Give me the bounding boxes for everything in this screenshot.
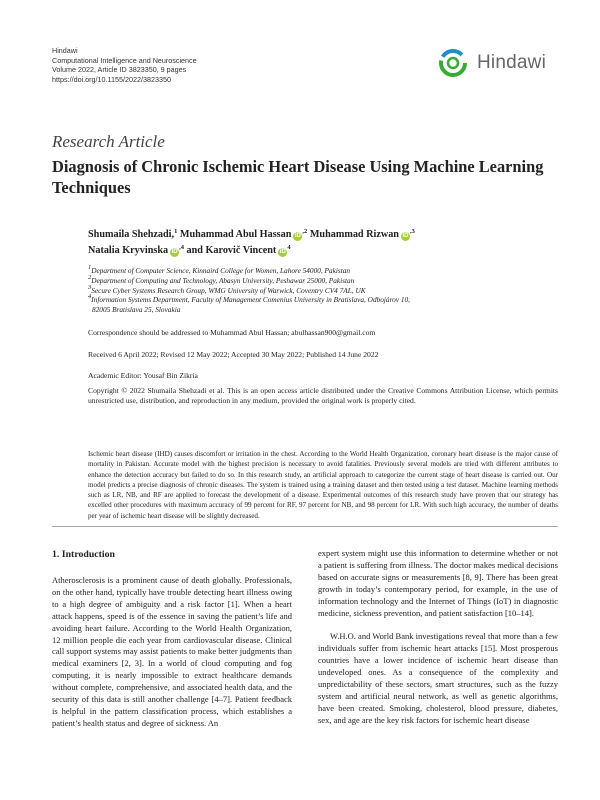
academic-editor: Academic Editor: Yousaf Bin Zikria	[88, 371, 198, 380]
orcid-icon[interactable]: iD	[171, 249, 178, 255]
paper-title: Diagnosis of Chronic Ischemic Heart Disease Using Machine Learning Techniques	[52, 157, 544, 197]
affiliations	[88, 266, 558, 315]
affiliation: $^3$Secure Cyber Systems Research Group, WMG University of Warwick, Coventry CV4 7AL, UK	[88, 283, 366, 295]
left-column	[52, 575, 292, 730]
article-dates: Received 6 April 2022; Revised 12 May 2022; Accepted 30 May 2022; Published 14 June 2022	[88, 350, 379, 359]
author: Muhammad Abul Hassan $iD^{,2}$	[179, 228, 308, 240]
article-type: Research Article	[52, 132, 165, 151]
orcid-icon[interactable]: iD	[402, 233, 409, 239]
author: Natalia Kryvinska $iD^{,4}$	[88, 244, 184, 256]
paragraph: W.H.O. and World Bank investigations reveal that more than a few individuals suffer from ischemic heart attacks [15]. Most prosperous countries have a lower incidence of ischemic heart disease than undeveloped ones. As a consequence of the complexity and unpredictability of these sectors, smart structures, such as the fuzzy system and artificial neural network, as well as genetic algorithms, have been created. Smoking, cholesterol, blood pressure, diabetes, sex, and age are the key risk factors for ischemic heart disease	[318, 631, 558, 725]
section-divider	[52, 526, 558, 527]
author-list	[88, 227, 558, 259]
publisher-name: Hindawi	[52, 46, 78, 55]
author: Muhammad Rizwan $iD^{,3}$	[309, 228, 415, 240]
affiliation: $^1$Department of Computer Science, Kinnaird College for Women, Lahore 54000, Pakistan	[88, 264, 351, 275]
paragraph: expert system might use this information to determine whether or not a patient is suffering from illness. The doctor makes medical decisions based on accurate signs or measurements [8, 9]. There has been great growth in today’s contemporary period, for example, in the use of information technology and the Internet of Things (IoT) in diagnostic medicine, sickness prevention, and patient satisfaction [10–14].	[318, 548, 558, 618]
affiliation: $^4$Information Systems Department, Faculty of Management Comenius University in Bratislava, Odbojárov 10,	[88, 293, 410, 305]
volume-info: Volume 2022, Article ID 3823350, 9 pages	[52, 65, 187, 75]
affiliation-continued: 82005 Bratislava 25, Slovakia	[92, 305, 181, 315]
doi-link[interactable]: https://doi.org/10.1155/2022/3823350	[52, 74, 171, 84]
orcid-icon[interactable]: iD	[294, 233, 301, 239]
abstract: Ischemic heart disease (IHD) causes discomfort or irritation in the chest. According to the World Health Organization, coronary heart disease is the major cause of mortality in Pakistan. Accurate model with the highest precision is necessary to avoid fatalities. Previously several models are tried with different attributes to enhance the detection accuracy but failed to do so. In this research study, an artificial approach to categorize the current stage of heart disease is carried out. Our model predicts a precise diagnosis of chronic diseases. The system is trained using a training dataset and then tested using a test dataset. Machine learning methods such as LR, NB, and RF are applied to forecast the development of a disease. Experimental outcomes of this research study have proven that our strategy has excelled other procedures with maximum accuracy of 99 percent for RF, 97 percent for NB, and 98 percent for LR. With such high accuracy, the number of deaths per year of ischemic heart disease will be slightly decreased.	[88, 450, 558, 520]
paragraph: Atherosclerosis is a prominent cause of death globally. Professionals, on the other hand, typically have trouble detecting heart illness owing to a high degree of ambiguity and a risk factor [1]. When a heart attack happens, speed is of the essence in saving the patient’s life and avoiding heart failure. According to the World Health Organization, 12 million people die each year from cardiovascular disease. Clinical call support systems may assist patients to make better judgments than medical examiners [2, 3]. In a world of cloud computing and fog computing, it is nearly impossible to extract healthcare demands without complete, comprehensive, and associated health data, and the security of this data is still another challenge [4–7]. Patient feedback is helpful in the pattern classification process, which establishes a patient’s health status and degree of sickness. An	[52, 575, 292, 728]
author: Shumaila Shehzadi,$^1$	[88, 228, 178, 240]
hindawi-logo-icon	[437, 48, 473, 78]
affiliation: $^2$Department of Computing and Technology, Abasyn University, Peshawar 25000, Pakistan	[88, 273, 355, 285]
journal-header	[52, 46, 197, 84]
copyright-notice: Copyright © 2022 Shumaila Shehzadi et al. This is an open access article distributed under the Creative Commons Attribution License, which permits unrestricted use, distribution, and reproduction in any medium, provided the original work is properly cited.	[88, 386, 558, 406]
hindawi-logo[interactable]	[437, 48, 557, 78]
author: and Karovič Vincent $iD^4$	[186, 244, 291, 256]
right-column	[318, 548, 558, 727]
correspondence: Correspondence should be addressed to Muhammad Abul Hassan; abulhassan900@gmail.com	[88, 328, 376, 337]
journal-name: Computational Intelligence and Neuroscience	[52, 55, 197, 65]
orcid-icon[interactable]: iD	[279, 249, 286, 255]
section-heading: 1. Introduction	[52, 549, 115, 560]
hindawi-logo-text: Hindawi	[477, 52, 546, 73]
